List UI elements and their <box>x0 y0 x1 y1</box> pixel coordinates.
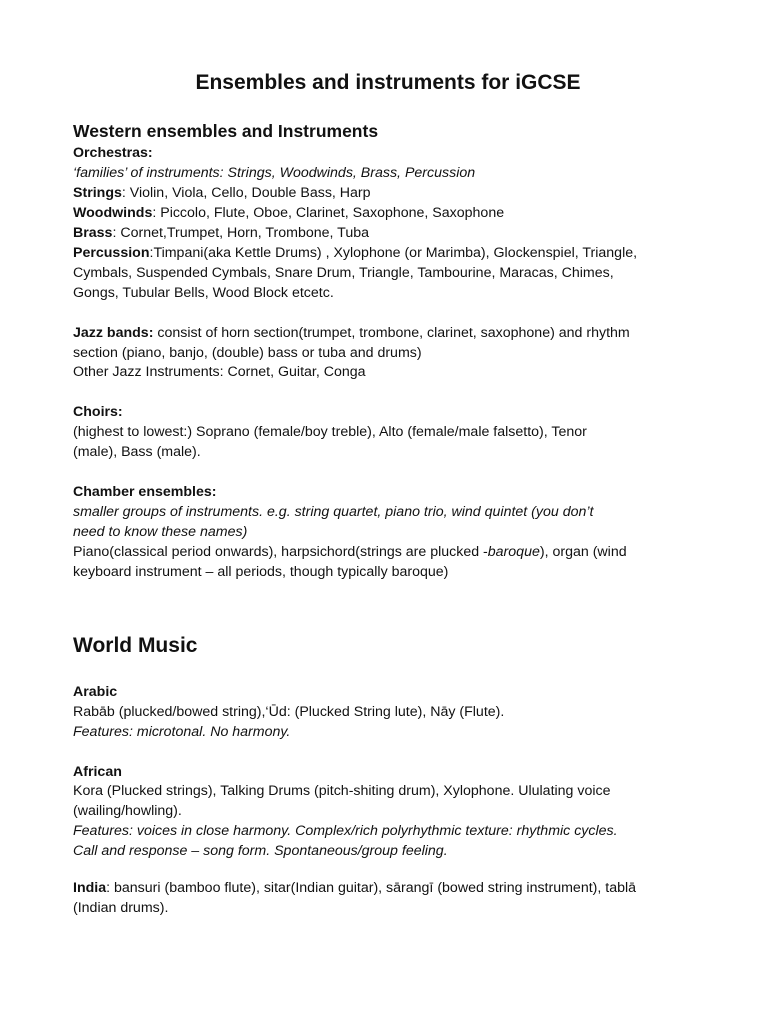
african-features-1: Features: voices in close harmony. Complex/rich polyrhythmic texture: rhythmic cycles. <box>73 823 618 839</box>
brass-line <box>73 223 369 243</box>
jazz-label: Jazz bands: <box>73 325 154 341</box>
strings-label: Strings <box>73 185 122 201</box>
page-title: Ensembles and instruments for iGCSE <box>195 71 581 94</box>
strings-line <box>73 183 371 203</box>
chamber-text-2: keyboard instrument – all periods, though typically baroque) <box>73 564 449 580</box>
brass-label: Brass <box>73 225 113 241</box>
woodwinds-text: : Piccolo, Flute, Oboe, Clarinet, Saxophone, Saxophone <box>152 205 505 221</box>
jazz-other: Other Jazz Instruments: Cornet, Guitar, Conga <box>73 364 366 380</box>
percussion-label: Percussion <box>73 245 150 261</box>
families-text: ‘families’ of instruments: Strings, Woodwinds, Brass, Percussion <box>73 165 476 181</box>
india-text-2: (Indian drums). <box>73 900 169 916</box>
arabic-features: Features: microtonal. No harmony. <box>73 724 291 740</box>
percussion-line <box>73 243 637 263</box>
jazz-text-2: section (piano, banjo, (double) bass or tuba and drums) <box>73 345 422 361</box>
african-text-1: Kora (Plucked strings), Talking Drums (pitch-shiting drum), Xylophone. Ululating voice <box>73 783 611 799</box>
chamber-label: Chamber ensembles: <box>73 484 217 500</box>
strings-text: : Violin, Viola, Cello, Double Bass, Harp <box>121 185 371 201</box>
choirs-text-1: (highest to lowest:) Soprano (female/boy treble), Alto (female/male falsetto), Tenor <box>73 424 587 440</box>
western-heading: Western ensembles and Instruments <box>73 121 379 141</box>
brass-text: : Cornet,Trumpet, Horn, Trombone, Tuba <box>112 225 369 241</box>
orchestras-label: Orchestras: <box>73 145 153 161</box>
african-features-2: Call and response – song form. Spontaneous/group feeling. <box>73 843 448 859</box>
india-label: India <box>73 880 107 896</box>
choirs-text-2: (male), Bass (male). <box>73 444 201 460</box>
chamber-text-1a: Piano(classical period onwards), harpsichord(strings are plucked - <box>73 544 488 560</box>
woodwinds-label: Woodwinds <box>73 205 153 221</box>
arabic-text: Rabāb (plucked/bowed string),‘Ūd: (Plucked String lute), Nāy (Flute). <box>73 704 505 720</box>
chamber-baroque: baroque <box>487 544 540 560</box>
percussion-text-3: Gongs, Tubular Bells, Wood Block etcetc. <box>73 285 334 301</box>
african-text-2: (wailing/howling). <box>73 803 182 819</box>
chamber-text-1 <box>73 542 627 562</box>
india-text-1: : bansuri (bamboo flute), sitar(Indian guitar), sārangī (bowed string instrument), tablā <box>106 880 637 896</box>
jazz-text-1: consist of horn section(trumpet, trombone, clarinet, saxophone) and rhythm <box>153 325 630 341</box>
african-label: African <box>73 764 122 780</box>
percussion-text-2: Cymbals, Suspended Cymbals, Snare Drum, Triangle, Tambourine, Maracas, Chimes, <box>73 265 614 281</box>
arabic-label: Arabic <box>73 684 118 700</box>
chamber-italic-1: smaller groups of instruments. e.g. string quartet, piano trio, wind quintet (you don’t <box>73 504 594 520</box>
world-heading: World Music <box>73 634 198 657</box>
india-line <box>73 878 636 898</box>
woodwinds-line <box>73 203 504 223</box>
choirs-label: Choirs: <box>73 404 123 420</box>
percussion-text-1: :Timpani(aka Kettle Drums) , Xylophone (or Marimba), Glockenspiel, Triangle, <box>149 245 638 261</box>
chamber-text-1c: ), organ (wind <box>539 544 627 560</box>
chamber-italic-2: need to know these names) <box>73 524 248 540</box>
jazz-line <box>73 323 630 343</box>
